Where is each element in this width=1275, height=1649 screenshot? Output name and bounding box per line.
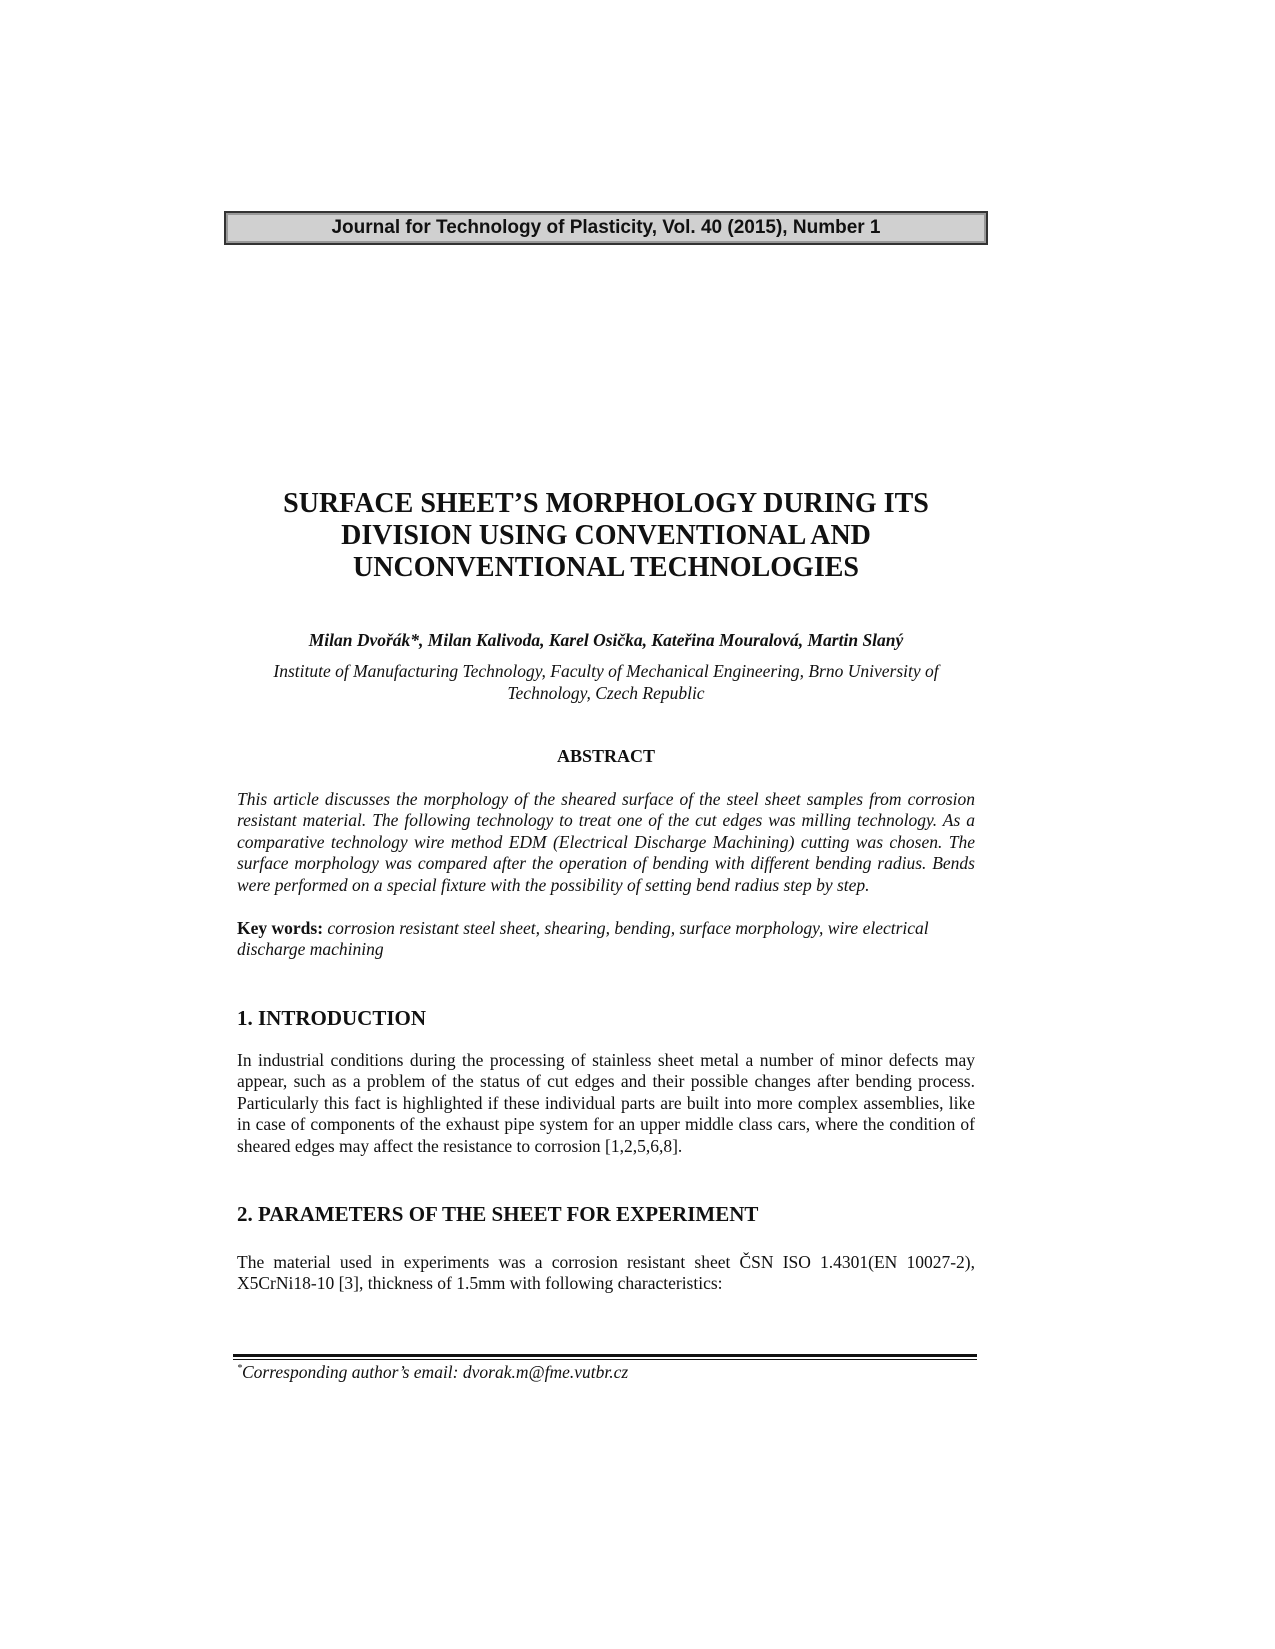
- paper-title: [237, 488, 975, 584]
- section-heading-parameters: 2. PARAMETERS OF THE SHEET FOR EXPERIMENT: [237, 1202, 759, 1226]
- parameters-text: The material used in experiments was a corrosion resistant sheet ČSN ISO 1.4301(EN 10027-2), X5CrNi18-10 [3], thickness of 1.5mm with following characteristics:: [237, 1252, 975, 1294]
- authors: Milan Dvořák*, Milan Kalivoda, Karel Osička, Kateřina Mouralová, Martin Slaný: [308, 630, 904, 650]
- introduction-text: In industrial conditions during the processing of stainless sheet metal a number of minor defects may appear, such as a problem of the status of cut edges and their possible changes after bending process. Particularly this fact is highlighted if these individual parts are built into more complex assemblies, like in case of components of the exhaust pipe system for an upper middle class cars, where the condition of sheared edges may affect the resistance to corrosion [1,2,5,6,8].: [237, 1050, 975, 1156]
- title-line: SURFACE SHEET’S MORPHOLOGY DURING ITS: [283, 488, 929, 519]
- title-line: DIVISION USING CONVENTIONAL AND: [341, 520, 871, 551]
- footnote-divider: [233, 1354, 977, 1360]
- title-line: UNCONVENTIONAL TECHNOLOGIES: [353, 552, 859, 583]
- keywords-list: corrosion resistant steel sheet, shearing, bending, surface morphology, wire electrical discharge machining: [237, 918, 929, 960]
- keywords-label: Key words:: [237, 918, 324, 938]
- section-heading-introduction: 1. INTRODUCTION: [237, 1006, 427, 1030]
- footnote-text: Corresponding author’s email: dvorak.m@fme.vutbr.cz: [242, 1362, 629, 1382]
- keywords: [237, 918, 975, 961]
- footnote: [237, 1362, 628, 1383]
- abstract-text: This article discusses the morphology of the sheared surface of the steel sheet samples from corrosion resistant material. The following technology to treat one of the cut edges was milling technology. As a comparative technology wire method EDM (Electrical Discharge Machining) cutting was chosen. The surface morphology was compared after the operation of bending with different bending radius. Bends were performed on a special fixture with the possibility of setting bend radius step by step.: [237, 789, 975, 895]
- affiliation: Institute of Manufacturing Technology, Faculty of Mechanical Engineering, Brno University of Technology, Czech Republic: [273, 661, 939, 703]
- abstract-heading: ABSTRACT: [556, 746, 656, 766]
- journal-header: Journal for Technology of Plasticity, Vol. 40 (2015), Number 1: [224, 211, 988, 245]
- footnote-mark: *: [237, 1363, 242, 1375]
